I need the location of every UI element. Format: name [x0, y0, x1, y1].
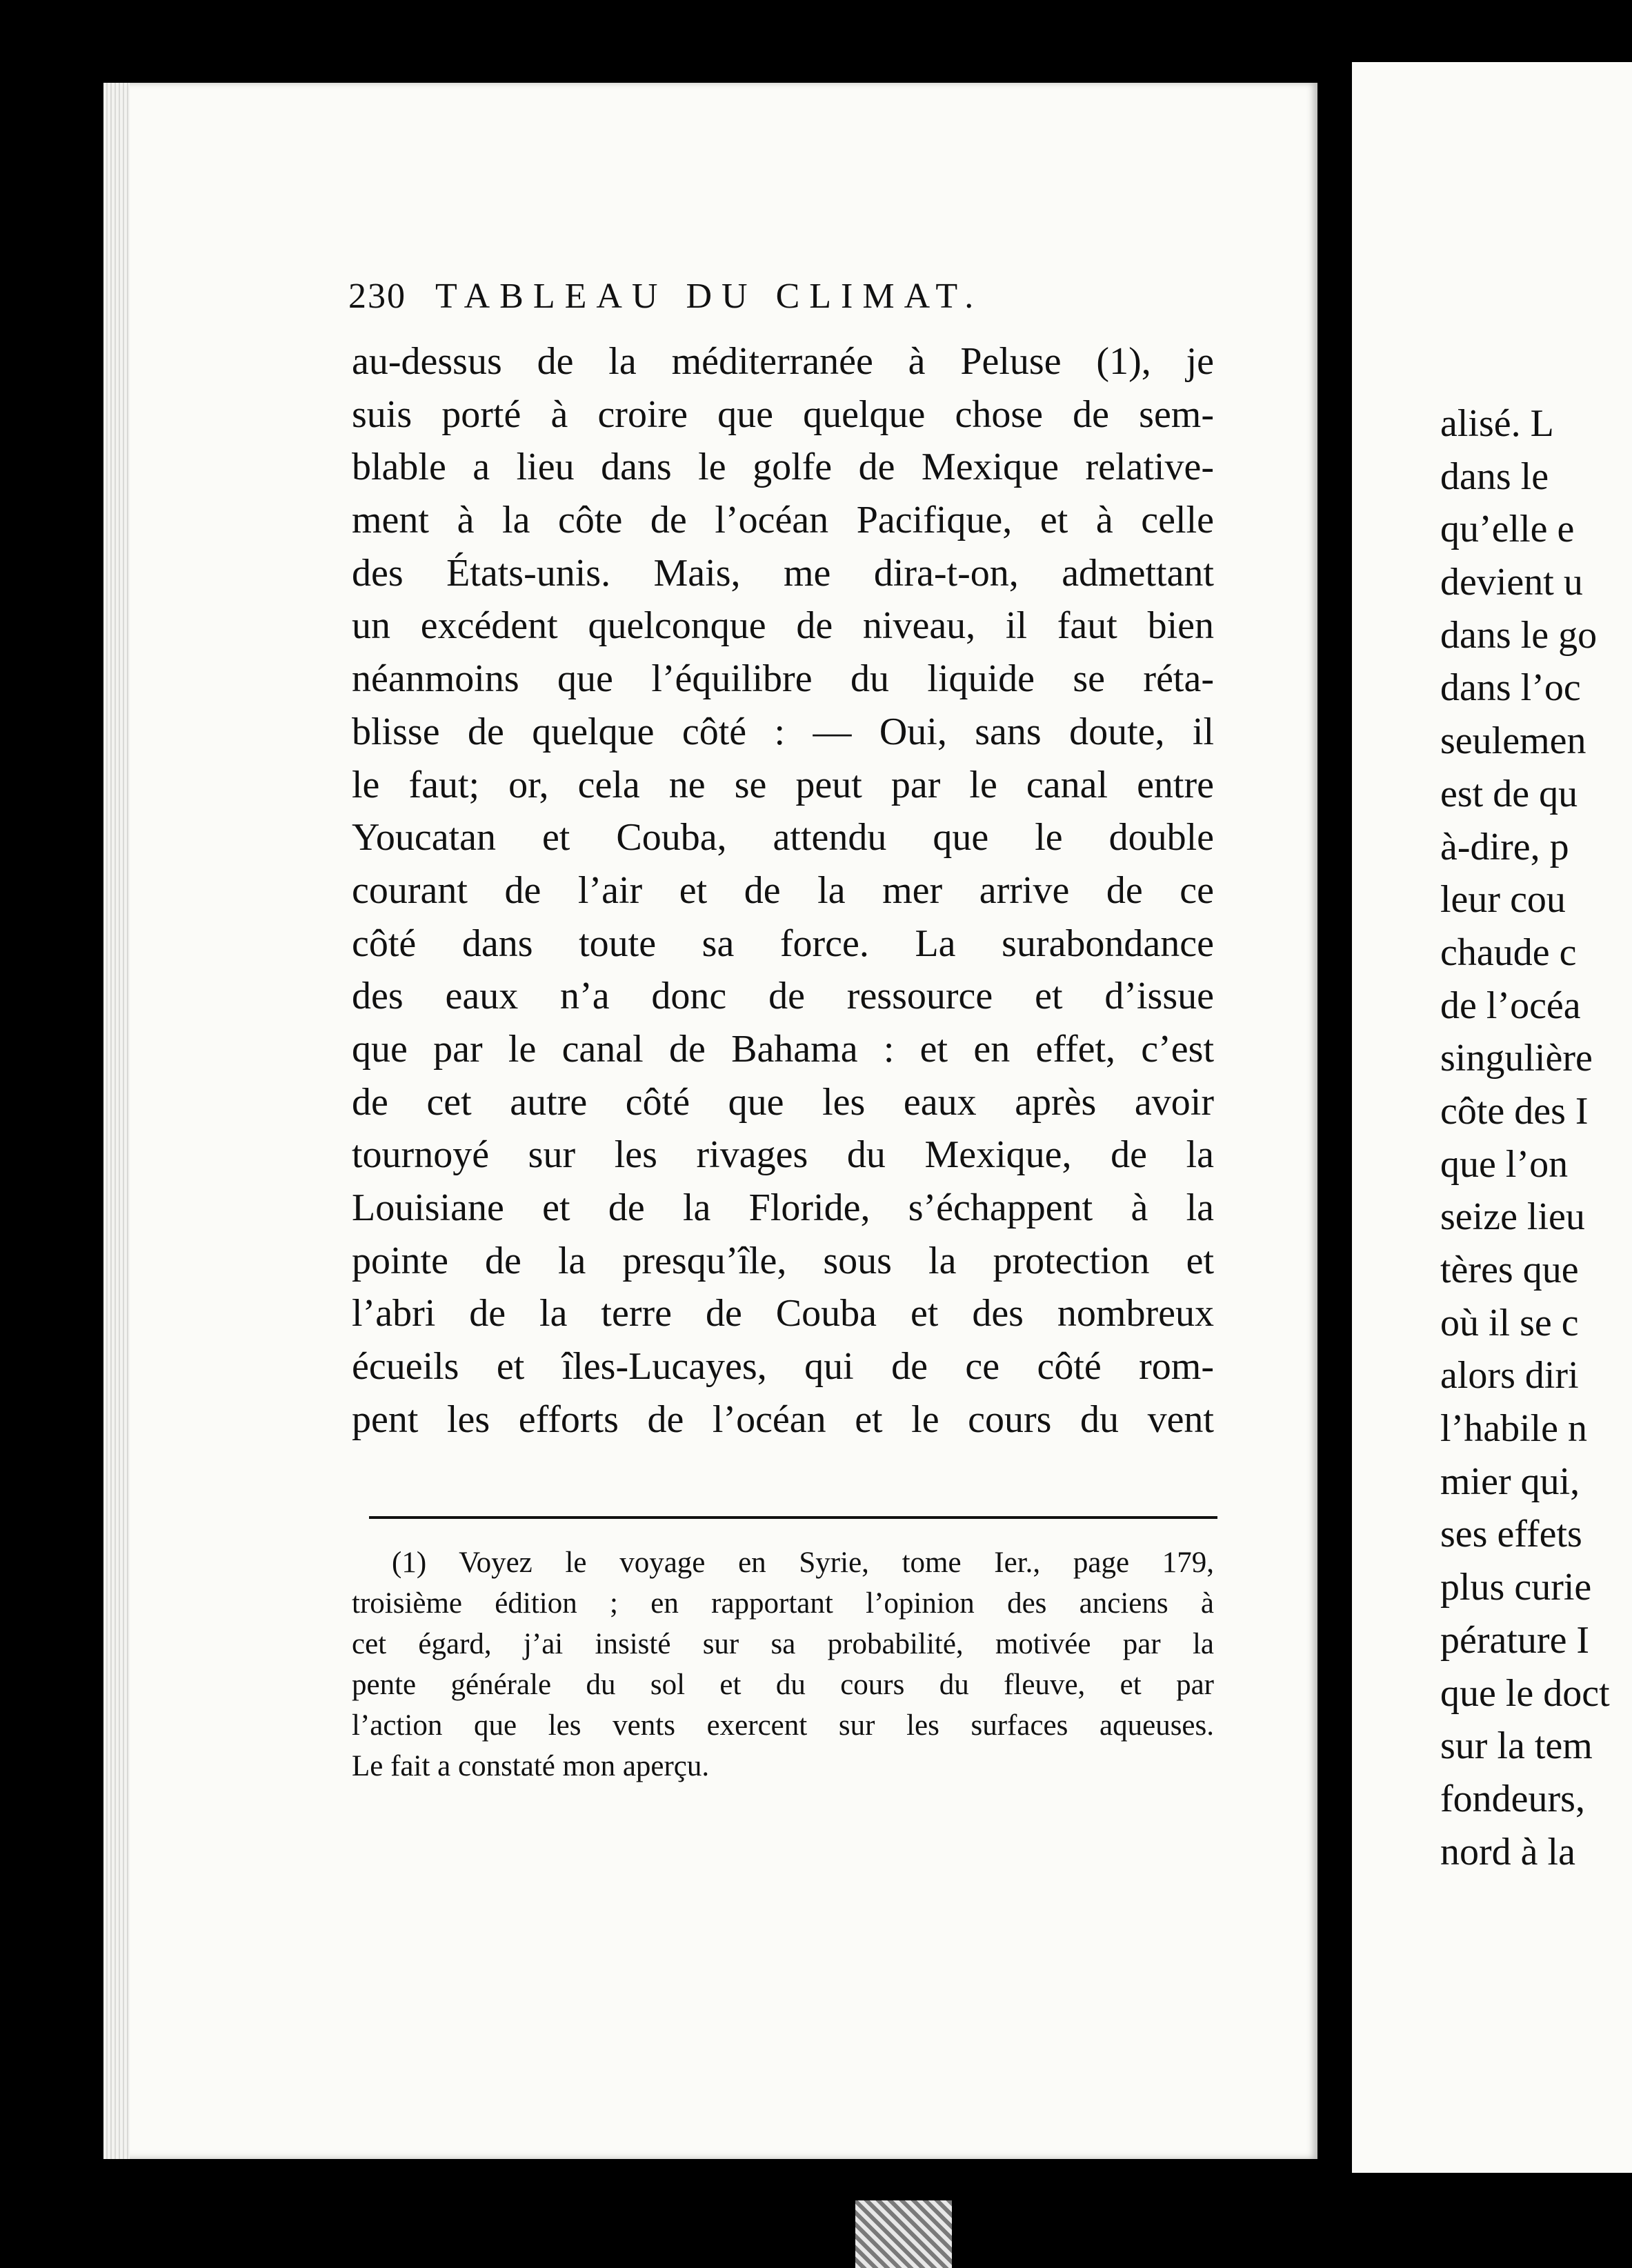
- text-line: alors diri: [1440, 1354, 1579, 1397]
- text-line: néanmoins que l’équilibre du liquide se réta-: [352, 657, 1214, 701]
- text-line: que par le canal de Bahama : et en effet, c’est: [352, 1027, 1214, 1071]
- running-head-title: TABLEAU DU CLIMAT.: [435, 277, 984, 316]
- footnote-line: Le fait a constaté mon aperçu.: [352, 1750, 710, 1782]
- text-line: est de qu: [1440, 772, 1578, 815]
- text-line: écueils et îles-Lucayes, qui de ce côté rom-: [352, 1345, 1214, 1389]
- footnote-line: (1) Voyez le voyage en Syrie, tome Ier., page 179,: [392, 1546, 1214, 1579]
- text-line: ses effets: [1440, 1513, 1582, 1556]
- footnote-line: pente générale du sol et du cours du fleuve, et par: [352, 1669, 1214, 1701]
- text-line: dans l’oc: [1440, 666, 1581, 710]
- text-line: dans le go: [1440, 613, 1598, 657]
- footnote-line: cet égard, j’ai insisté sur sa probabilité, motivée par la: [352, 1628, 1214, 1660]
- text-line: à-dire, p: [1440, 825, 1569, 868]
- running-head: [348, 276, 983, 317]
- text-line: seulemen: [1440, 719, 1586, 763]
- footnote-line: l’action que les vents exercent sur les surfaces aqueuses.: [352, 1709, 1214, 1742]
- text-line: mier qui,: [1440, 1460, 1580, 1503]
- text-line: de cet autre côté que les eaux après avoir: [352, 1080, 1214, 1124]
- text-line: qu’elle e: [1440, 508, 1575, 551]
- text-line: sur la tem: [1440, 1724, 1593, 1768]
- text-line: fondeurs,: [1440, 1777, 1585, 1820]
- text-line: nord à la: [1440, 1830, 1575, 1873]
- text-line: des États-unis. Mais, me dira-t-on, admettant: [352, 551, 1214, 595]
- gutter: [1317, 62, 1352, 2173]
- binding-clip: [855, 2200, 952, 2268]
- text-line: leur cou: [1440, 878, 1566, 922]
- text-line: suis porté à croire que quelque chose de sem-: [352, 392, 1214, 436]
- text-line: alisé. L: [1440, 402, 1554, 445]
- page-edge: [103, 83, 130, 2159]
- text-line: plus curie: [1440, 1566, 1592, 1609]
- text-line: blable a lieu dans le golfe de Mexique relative-: [352, 446, 1214, 489]
- text-line: un excédent quelconque de niveau, il faut bien: [352, 604, 1214, 648]
- text-line: Louisiane et de la Floride, s’échappent à la: [352, 1186, 1214, 1229]
- footnote-divider: [369, 1516, 1217, 1519]
- text-line: dans le: [1440, 455, 1549, 498]
- text-line: seize lieu: [1440, 1195, 1585, 1239]
- text-line: pérature I: [1440, 1618, 1590, 1662]
- text-line: le faut; or, cela ne se peut par le canal entre: [352, 763, 1214, 806]
- page-number: 230: [348, 277, 406, 316]
- text-line: courant de l’air et de la mer arrive de ce: [352, 868, 1214, 912]
- text-line: ment à la côte de l’océan Pacifique, et à celle: [352, 499, 1214, 542]
- text-line: l’abri de la terre de Couba et des nombreux: [352, 1292, 1214, 1335]
- text-line: tères que: [1440, 1249, 1579, 1291]
- text-line: où il se c: [1440, 1301, 1579, 1344]
- text-line: devient u: [1440, 561, 1583, 604]
- text-line: pent les efforts de l’océan et le cours du vent: [352, 1397, 1214, 1441]
- text-line: pointe de la presqu’île, sous la protection et: [352, 1239, 1214, 1282]
- text-line: chaude c: [1440, 931, 1577, 974]
- text-line: côté dans toute sa force. La surabondance: [352, 922, 1214, 965]
- text-line: blisse de quelque côté : — Oui, sans doute, il: [352, 710, 1214, 753]
- right-page-text: [1440, 397, 1632, 1878]
- main-text: [352, 335, 1214, 1446]
- text-line: Youcatan et Couba, attendu que le double: [352, 816, 1214, 859]
- text-line: tournoyé sur les rivages du Mexique, de la: [352, 1133, 1214, 1177]
- footnotes: [352, 1542, 1214, 1787]
- text-line: côte des I: [1440, 1089, 1589, 1133]
- text-line: l’habile n: [1440, 1407, 1588, 1451]
- text-line: des eaux n’a donc de ressource et d’issue: [352, 975, 1214, 1018]
- footnote-line: troisième édition ; en rapportant l’opinion des anciens à: [352, 1587, 1214, 1620]
- text-line: de l’océa: [1440, 984, 1581, 1027]
- text-line: au-dessus de la méditerranée à Peluse (1), je: [352, 340, 1214, 383]
- text-line: singulière: [1440, 1037, 1593, 1080]
- right-page: [1352, 62, 1632, 2173]
- text-line: que le doct: [1440, 1671, 1610, 1715]
- text-line: que l’on: [1440, 1142, 1569, 1186]
